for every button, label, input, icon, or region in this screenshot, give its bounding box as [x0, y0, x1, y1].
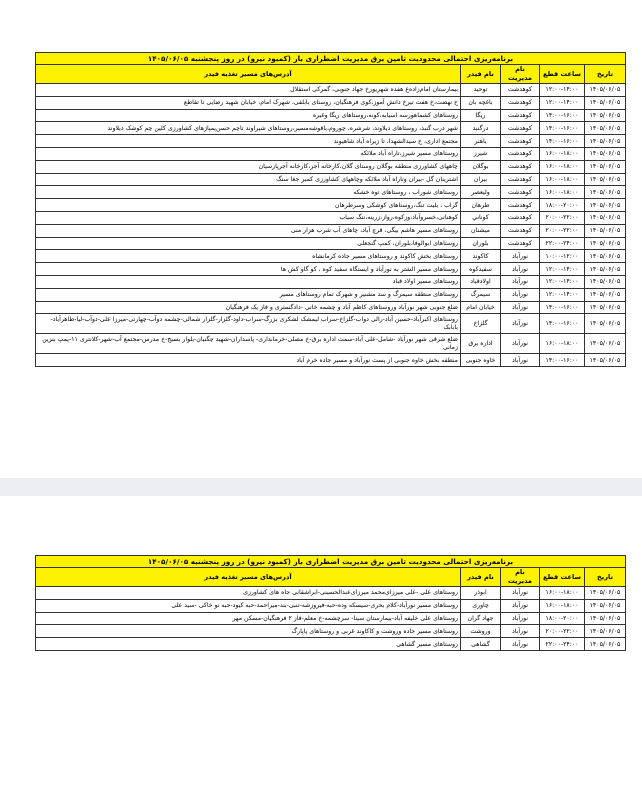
- cell-time: ۱۶:۰۰-۱۸:۰۰: [540, 173, 585, 186]
- cell-date: ۱۴۰۵/۰۶/۰۵: [585, 625, 626, 638]
- cell-time: ۱۲:۰۰-۱۴:۰۰: [540, 288, 585, 301]
- cell-feeder: توحید: [461, 84, 501, 97]
- cell-address: کوهنانی،خسروآباد،وزکوه،رواز،زرینه،تنگ سیاب: [36, 211, 461, 224]
- cell-region: کوهدشت: [501, 224, 540, 237]
- cell-feeder: خیابان امام: [461, 301, 501, 314]
- cell-address: روستاهاى شوراب ، روستاهاى توه خشكه: [36, 186, 461, 199]
- page-divider: [0, 478, 642, 496]
- cell-feeder: جهاد گران: [461, 612, 501, 625]
- cell-feeder: چاوری: [461, 599, 501, 612]
- cell-date: ۱۴۰۵/۰۶/۰۵: [585, 109, 626, 122]
- cell-date: ۱۴۰۵/۰۶/۰۵: [585, 186, 626, 199]
- cell-address: روستاهای ابوالوفا،بلوران، کمپ گنجعلی: [36, 237, 461, 250]
- cell-address: ضلع شرقی شهر نورآباد -شامل-علی آباد-سمت اداره برق-خ مصلی-خرمانداری- پاسداران-شهید چگنیان-بلوار بسیج-خ مدرس-مجتمع آب-شهر-کلانتری ۱۱-پمپ بنزین زمانی: [36, 334, 461, 354]
- cell-date: ۱۴۰۵/۰۶/۰۵: [585, 211, 626, 224]
- cell-region: کوهدشت: [501, 186, 540, 199]
- cell-time: ۱۴:۰۰-۱۶:۰۰: [540, 354, 585, 367]
- cell-time: ۱۲:۰۰-۱۴:۰۰: [540, 96, 585, 109]
- table-row: [36, 587, 626, 600]
- cell-time: ۱۸:۰۰-۲۰:۰۰: [540, 612, 585, 625]
- cell-date: ۱۴۰۵/۰۶/۰۵: [585, 288, 626, 301]
- table-row: [36, 334, 626, 354]
- table-row: [36, 122, 626, 135]
- cell-feeder: اداره برق: [461, 334, 501, 354]
- cell-region: کوهدشت: [501, 147, 540, 160]
- cell-time: ۲۰:۰۰-۲۲:۰۰: [540, 625, 585, 638]
- cell-date: ۱۴۰۵/۰۶/۰۵: [585, 263, 626, 276]
- cell-date: ۱۴۰۵/۰۶/۰۵: [585, 237, 626, 250]
- cell-time: ۱۴:۰۰-۱۶:۰۰: [540, 314, 585, 334]
- cell-region: نورآباد: [501, 599, 540, 612]
- header-date: تاریخ: [585, 65, 626, 84]
- cell-region: نورآباد: [501, 334, 540, 354]
- header-address: آدرس‌های مسیر تغذیه فیدر: [36, 65, 461, 84]
- table-row: [36, 237, 626, 250]
- table-row: [36, 96, 626, 109]
- header-date: تاریخ: [585, 568, 626, 587]
- cell-address: روستاهای کشماهورسه اسیابه،کونه،روستاهای ریگا وغیره: [36, 109, 461, 122]
- cell-date: ۱۴۰۵/۰۶/۰۵: [585, 224, 626, 237]
- cell-date: ۱۴۰۵/۰۶/۰۵: [585, 612, 626, 625]
- cell-time: ۱۴:۰۰-۱۶:۰۰: [540, 109, 585, 122]
- cell-address: روستاهای علی خلیفه آباد-بیمارستان سینا- سرچشمه-خ معلم-فاز ۲ فرهنگیان-مسکن مهر: [36, 612, 461, 625]
- table-row: [36, 199, 626, 212]
- cell-feeder: سفیدکوه: [461, 263, 501, 276]
- cell-address: روستاهای مسیر هاشم بیگی، قرچ آباد، چاهای آب شرب هزار منی: [36, 224, 461, 237]
- cell-address: روستاهای مسیر گشاهی: [36, 638, 461, 651]
- cell-region: نورآباد: [501, 354, 540, 367]
- cell-address: بیمارستان امام‌زاده‌ع هفده شهریورخ جهاد جنوبی، گمرکی استقلال: [36, 84, 461, 97]
- cell-time: ۱۲:۰۰-۱۴:۰۰: [540, 263, 585, 276]
- table-row: [36, 354, 626, 367]
- cell-feeder: کوناني: [461, 211, 501, 224]
- table-row: [36, 224, 626, 237]
- cell-address: روستاهای مسیر اولاد قباد: [36, 275, 461, 288]
- cell-address: روستاهای علی -علی میرزای‌محمد میرزای‌عبدالحسینی-ابراشقانی جاه های کشاورزی: [36, 587, 461, 600]
- table-row: [36, 147, 626, 160]
- cell-date: ۱۴۰۵/۰۶/۰۵: [585, 84, 626, 97]
- cell-feeder: اولادقباد: [461, 275, 501, 288]
- cell-feeder: گشاهی: [461, 638, 501, 651]
- cell-region: کوهدشت: [501, 96, 540, 109]
- cell-region: نورآباد: [501, 301, 540, 314]
- cell-date: ۱۴۰۵/۰۶/۰۵: [585, 599, 626, 612]
- table-title: برنامه‌ریزی احتمالی محدودیت تامین برق مدیریت اضطراری بار (کمبود نیرو) در روز پنجشنبه ۱۴۰۵/۰۶/۰۵: [36, 53, 626, 65]
- cell-time: ۱۸:۰۰-۲۰:۰۰: [540, 199, 585, 212]
- schedule-sheet-1: [35, 52, 626, 367]
- cell-date: ۱۴۰۵/۰۶/۰۵: [585, 160, 626, 173]
- cell-time: ۱۴:۰۰-۱۶:۰۰: [540, 301, 585, 314]
- cell-region: نورآباد: [501, 263, 540, 276]
- cell-date: ۱۴۰۵/۰۶/۰۵: [585, 122, 626, 135]
- schedule-table-1: [35, 52, 626, 367]
- cell-region: کوهدشت: [501, 109, 540, 122]
- cell-address: اشترينان گل -بيران وتاراه آباد ملائكه وچاههاى كشاورزى كمبر جغا سنگ: [36, 173, 461, 186]
- table-row: [36, 250, 626, 263]
- cell-feeder: بلوران: [461, 237, 501, 250]
- header-region: نام مدیریت: [501, 568, 540, 587]
- cell-feeder: کاکوند: [461, 250, 501, 263]
- table-body: [36, 84, 626, 367]
- cell-time: ۱۶:۰۰-۱۸:۰۰: [540, 147, 585, 160]
- table-row: [36, 638, 626, 651]
- cell-address: منطقه بخش خاوه جنوبی از پست نورآباد و مسیر جاده خرم آباد: [36, 354, 461, 367]
- header-feeder: نام فیدر: [461, 65, 501, 84]
- cell-address: روستاهای منطقه سیمرگ و سد مشنیر و شهرک تمام روستاهای مسیر: [36, 288, 461, 301]
- cell-feeder: سیمرگ: [461, 288, 501, 301]
- table-row: [36, 263, 626, 276]
- cell-feeder: طرهان: [461, 199, 501, 212]
- cell-date: ۱۴۰۵/۰۶/۰۵: [585, 173, 626, 186]
- table-title: برنامه‌ریزی احتمالی محدودیت تامین برق مدیریت اضطراری بار (کمبود نیرو) در روز پنجشنبه ۱۴۰۵/۰۶/۰۵: [36, 556, 626, 568]
- cell-region: کوهدشت: [501, 211, 540, 224]
- cell-date: ۱۴۰۵/۰۶/۰۵: [585, 250, 626, 263]
- cell-feeder: خاوه جنوبی: [461, 354, 501, 367]
- table-row: [36, 301, 626, 314]
- table-body: [36, 587, 626, 651]
- header-time: ساعت قطع: [540, 568, 585, 587]
- cell-time: ۱۶:۰۰-۱۸:۰۰: [540, 587, 585, 600]
- table-row: [36, 314, 626, 334]
- table-row: [36, 211, 626, 224]
- table-row: [36, 160, 626, 173]
- cell-address: گراب ، بلیت تنگ،روستاهای کوشکی وسرطرهان: [36, 199, 461, 212]
- cell-time: ۱۰:۰۰-۱۲:۰۰: [540, 250, 585, 263]
- cell-feeder: بوگلان: [461, 160, 501, 173]
- table-row: [36, 612, 626, 625]
- header-address: آدرس‌های مسیر تغذیه فیدر: [36, 568, 461, 587]
- cell-date: ۱۴۰۵/۰۶/۰۵: [585, 587, 626, 600]
- cell-date: ۱۴۰۵/۰۶/۰۵: [585, 334, 626, 354]
- table-row: [36, 173, 626, 186]
- cell-date: ۱۴۰۵/۰۶/۰۵: [585, 301, 626, 314]
- header-time: ساعت قطع: [540, 65, 585, 84]
- cell-feeder: باهنر: [461, 135, 501, 148]
- cell-region: نورآباد: [501, 587, 540, 600]
- table-row: [36, 625, 626, 638]
- table-row: [36, 135, 626, 148]
- cell-address: چاههاى كشاورزى منطقه بوگلان روستاى گلان،كارخانه آجر،كارخانه آجرپارسيان: [36, 160, 461, 173]
- cell-time: ۲۰:۰۰-۲۲:۰۰: [540, 211, 585, 224]
- cell-region: کوهدشت: [501, 135, 540, 148]
- cell-region: کوهدشت: [501, 160, 540, 173]
- cell-feeder: ولیعصر: [461, 186, 501, 199]
- cell-time: ۲۲:۰۰-۲۴:۰۰: [540, 237, 585, 250]
- cell-date: ۱۴۰۵/۰۶/۰۵: [585, 638, 626, 651]
- cell-time: ۱۶:۰۰-۱۸:۰۰: [540, 334, 585, 354]
- schedule-table-2: [35, 555, 626, 651]
- cell-feeder: بيران: [461, 173, 501, 186]
- cell-region: نورآباد: [501, 275, 540, 288]
- cell-time: ۱۲:۰۰-۱۴:۰۰: [540, 84, 585, 97]
- cell-feeder: درگنبد: [461, 122, 501, 135]
- table-row: [36, 275, 626, 288]
- cell-address: روستاهای بخش کاکوند و روستاهای مسیر جاده کرمانشاه: [36, 250, 461, 263]
- cell-region: نورآباد: [501, 638, 540, 651]
- cell-time: ۱۶:۰۰-۱۸:۰۰: [540, 186, 585, 199]
- cell-address: خ نهضت،خ هفت تیرخ دانش آموز،کوی فرهنگیان، روستای بابلقی، شهرک امام، خیابان شهید رضایی تا تقاطع: [36, 96, 461, 109]
- schedule-sheet-2: [35, 555, 626, 651]
- table-row: [36, 84, 626, 97]
- cell-region: نورآباد: [501, 250, 540, 263]
- cell-feeder: ابوذر: [461, 587, 501, 600]
- cell-feeder: شيرز: [461, 147, 501, 160]
- cell-address: روستاهای اکبرآباد-حسین آباد-رالی دواب-گلزاخ-سراب لیمشک لشکری بزرگ-سراب-داود-گلزار-گلزار شمالی-چشمه دوآب-چهارتی-میرزا علی-دوآب-لیا-طاهرآباد-بابابک: [36, 314, 461, 334]
- cell-address: روستاهای مسیر الشتر به نورآباد و ایستگاه سفید کوه ، کو گاو کش ها: [36, 263, 461, 276]
- cell-date: ۱۴۰۵/۰۶/۰۵: [585, 314, 626, 334]
- cell-time: ۲۰:۰۰-۲۲:۰۰: [540, 224, 585, 237]
- cell-address: مجتمع ادارى، خ سيدالشهدا، تا زيراه آباد شاهيوند: [36, 135, 461, 148]
- cell-address: ضلع جنوبی شهر نورآباد وروستاهای کاظم آباد و چشمه خانی -دادگستری و فاز یک فرهنگیان: [36, 301, 461, 314]
- cell-address: شهر درب گنبد، روستاهای دیلاوند، شرشره، چوروم،باقوشه‌مسیر،روستاهای شیراوند تاچم حسن‌پمپاژهای کشاورزی کلین چم کوشک دیلاوند: [36, 122, 461, 135]
- cell-time: ۱۴:۰۰-۱۶:۰۰: [540, 122, 585, 135]
- cell-time: ۲۲:۰۰-۲۴:۰۰: [540, 638, 585, 651]
- cell-address: روستاهای مسیر جاده وروشت و کاکاوند غربی و روستاهای پاپارگ: [36, 625, 461, 638]
- cell-feeder: ریگا: [461, 109, 501, 122]
- cell-feeder: وروشت: [461, 625, 501, 638]
- cell-feeder: باغچه بان: [461, 96, 501, 109]
- cell-date: ۱۴۰۵/۰۶/۰۵: [585, 275, 626, 288]
- cell-date: ۱۴۰۵/۰۶/۰۵: [585, 96, 626, 109]
- cell-region: نورآباد: [501, 625, 540, 638]
- cell-time: ۱۶:۰۰-۱۸:۰۰: [540, 599, 585, 612]
- cell-feeder: گلزاخ: [461, 314, 501, 334]
- cell-region: نورآباد: [501, 314, 540, 334]
- header-region: نام مدیریت: [501, 65, 540, 84]
- table-row: [36, 599, 626, 612]
- cell-date: ۱۴۰۵/۰۶/۰۵: [585, 135, 626, 148]
- cell-region: کوهدشت: [501, 122, 540, 135]
- cell-region: کوهدشت: [501, 237, 540, 250]
- table-row: [36, 186, 626, 199]
- cell-time: ۱۲:۰۰-۱۴:۰۰: [540, 275, 585, 288]
- cell-region: کوهدشت: [501, 84, 540, 97]
- table-row: [36, 288, 626, 301]
- table-row: [36, 109, 626, 122]
- cell-region: نورآباد: [501, 288, 540, 301]
- cell-time: ۱۶:۰۰-۱۸:۰۰: [540, 160, 585, 173]
- cell-date: ۱۴۰۵/۰۶/۰۵: [585, 354, 626, 367]
- cell-time: ۱۴:۰۰-۱۶:۰۰: [540, 135, 585, 148]
- cell-address: روستاهای مسیر نورآباد-کلام بحری-سیسکه وده-حبه-فیروزشه-تنبی-بند-میراحمد-حبه کیود-حبه نو خاکی -سید علی: [36, 599, 461, 612]
- cell-region: کوهدشت: [501, 199, 540, 212]
- cell-region: نورآباد: [501, 612, 540, 625]
- header-feeder: نام فیدر: [461, 568, 501, 587]
- cell-region: کوهدشت: [501, 173, 540, 186]
- cell-date: ۱۴۰۵/۰۶/۰۵: [585, 199, 626, 212]
- cell-date: ۱۴۰۵/۰۶/۰۵: [585, 147, 626, 160]
- cell-feeder: میشنان: [461, 224, 501, 237]
- cell-address: روستاهاى مسير شيرز،تاراه آباد ملائكه: [36, 147, 461, 160]
